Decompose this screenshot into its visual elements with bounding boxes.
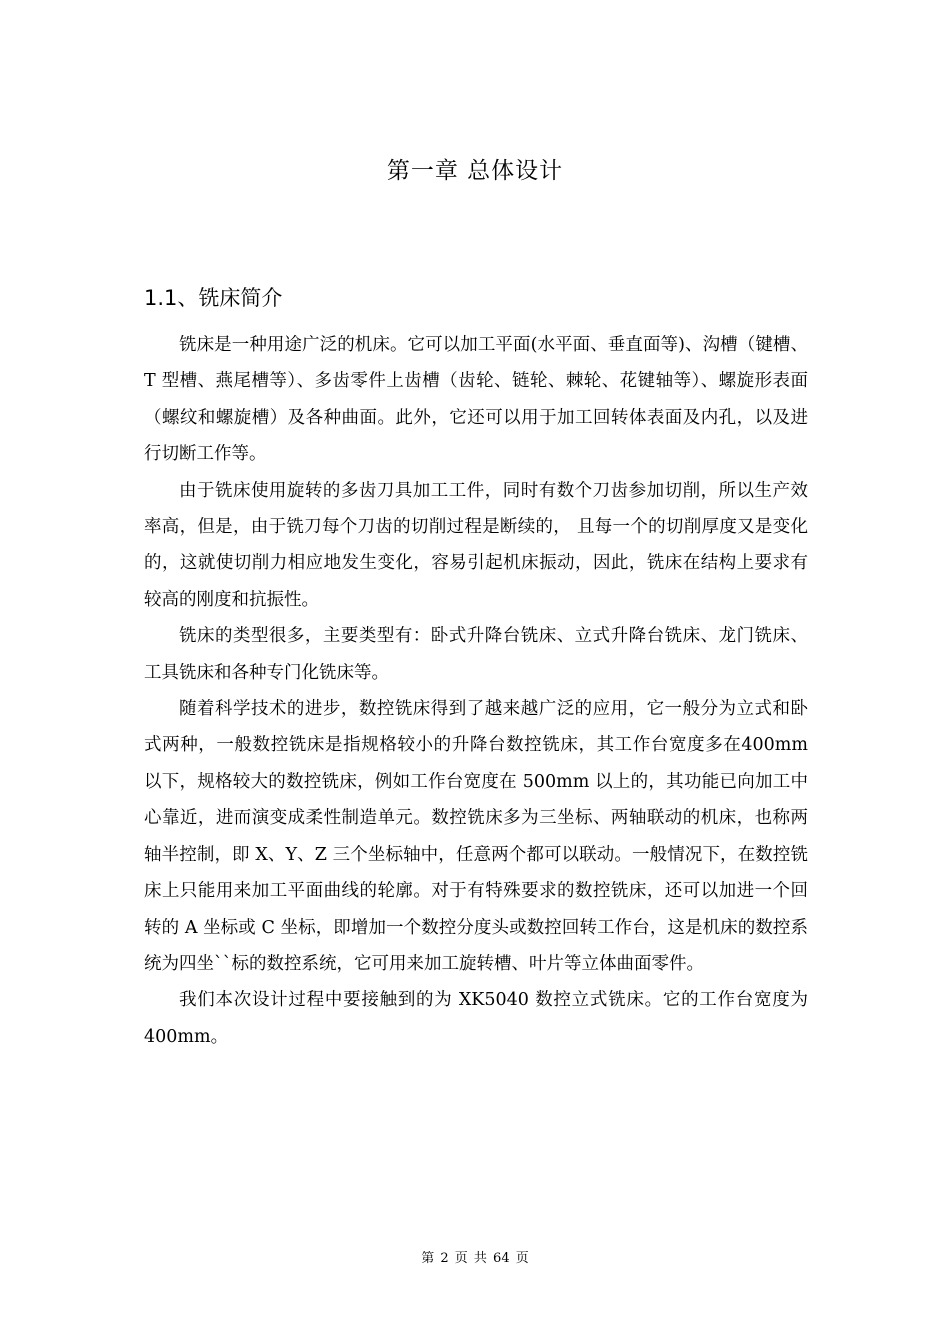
paragraph-types: 铣床的类型很多，主要类型有：卧式升降台铣床、立式升降台铣床、龙门铣床、工具铣床和各种专门化铣床等。: [144, 626, 808, 683]
body-text: [144, 327, 808, 1055]
paragraph-cnc: 随着科学技术的进步，数控铣床得到了越来越广泛的应用，它一般分为立式和卧式两种，一般数控铣床是指规格较小的升降台数控铣床，其工作台宽度多在400mm 以下，规格较大的数控铣床，例如工作台宽度在 500mm 以上的，其功能已向加工中心靠近，进而演变成柔性制造单元。数控铣床多为三坐标、两轴联动的机床，也称两轴半控制，即 X、Y、Z 三个坐标轴中，任意两个都可以联动。一般情况下，在数控铣床上只能用来加工平面曲线的轮廓。对于有特殊要求的数控铣床，还可以加进一个回转的 A 坐标或 C 坐标，即增加一个数控分度头或数控回转工作台，这是机床的数控系统为四坐``标的数控系统，它可用来加工旋转槽、叶片等立体曲面零件。: [144, 699, 808, 974]
paragraph-cutting: 由于铣床使用旋转的多齿刀具加工工件，同时有数个刀齿参加切削，所以生产效率高，但是，由于铣刀每个刀齿的切削过程是断续的， 且每一个的切削厚度又是变化的，这就使切削力相应地发生变化，容易引起机床振动，因此，铣床在结构上要求有较高的刚度和抗振性。: [144, 480, 808, 610]
paragraph-intro: 铣床是一种用途广泛的机床。它可以加工平面(水平面、垂直面等)、沟槽（键槽、T 型槽、燕尾槽等）、多齿零件上齿槽（齿轮、链轮、棘轮、花键轴等）、螺旋形表面（螺纹和螺旋槽）及各种曲面。此外，它还可以用于加工回转体表面及内孔，以及进行切断工作等。: [144, 335, 808, 465]
section-heading: 1.1、铣床简介: [144, 286, 283, 310]
paragraph-design: 我们本次设计过程中要接触到的为 XK5040 数控立式铣床。它的工作台宽度为 400mm。: [144, 990, 808, 1047]
chapter-title: 第一章 总体设计: [386, 158, 564, 184]
page-footer: 第 2 页 共 64 页: [421, 1251, 529, 1266]
